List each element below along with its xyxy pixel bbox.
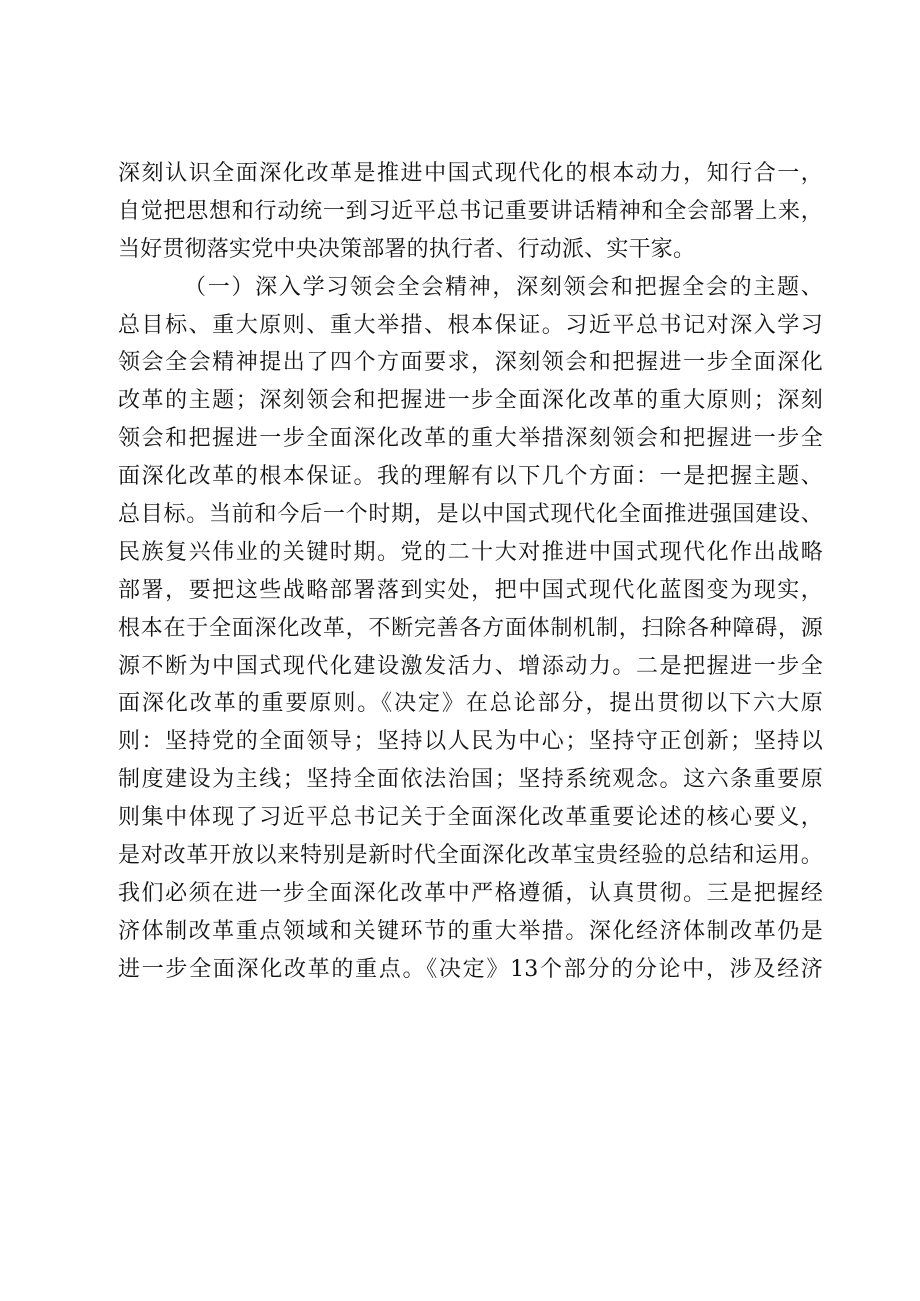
text-line: 领会全会精神提出了四个方面要求，深刻领会和把握进一步全面深化 bbox=[118, 350, 823, 376]
text-line: 源不断为中国式现代化建设激发活力、增添动力。二是把握进一步全 bbox=[118, 653, 823, 679]
text-line: 济体制改革重点领域和关键环节的重大举措。深化经济体制改革仍是 bbox=[118, 918, 823, 944]
text-line: 部署，要把这些战略部署落到实处，把中国式现代化蓝图变为现实， bbox=[118, 577, 823, 603]
text-line: 当好贯彻落实党中央决策部署的执行者、行动派、实干家。 bbox=[118, 236, 696, 262]
text-line: 则集中体现了习近平总书记关于全面深化改革重要论述的核心要义， bbox=[118, 805, 823, 831]
text-line: 自觉把思想和行动统一到习近平总书记重要讲话精神和全会部署上来， bbox=[118, 198, 823, 224]
text-line: 面深化改革的重要原则。《决定》在总论部分，提出贯彻以下六大原 bbox=[118, 691, 823, 717]
text-line: 面深化改革的根本保证。我的理解有以下几个方面：一是把握主题、 bbox=[118, 464, 823, 490]
body-text bbox=[118, 155, 823, 989]
text-line: 总目标。当前和今后一个时期，是以中国式现代化全面推进强国建设、 bbox=[118, 502, 823, 528]
text-line: 制度建设为主线；坚持全面依法治国；坚持系统观念。这六条重要原 bbox=[118, 767, 823, 793]
text-line: 则：坚持党的全面领导；坚持以人民为中心；坚持守正创新；坚持以 bbox=[118, 729, 823, 755]
text-line: 进一步全面深化改革的重点。《决定》13个部分的分论中，涉及经济 bbox=[118, 956, 823, 982]
text-line: 民族复兴伟业的关键时期。党的二十大对推进中国式现代化作出战略 bbox=[118, 539, 823, 565]
text-line: 领会和把握进一步全面深化改革的重大举措深刻领会和把握进一步全 bbox=[118, 426, 823, 452]
text-line: 根本在于全面深化改革，不断完善各方面体制机制，扫除各种障碍，源 bbox=[118, 615, 823, 641]
text-line: 总目标、重大原则、重大举措、根本保证。习近平总书记对深入学习 bbox=[118, 312, 823, 338]
text-line: 改革的主题；深刻领会和把握进一步全面深化改革的重大原则；深刻 bbox=[118, 388, 823, 414]
section-heading-line: （一）深入学习领会全会精神，深刻领会和把握全会的主题、 bbox=[184, 274, 823, 300]
text-line: 我们必须在进一步全面深化改革中严格遵循，认真贯彻。三是把握经 bbox=[118, 880, 823, 906]
text-line: 是对改革开放以来特别是新时代全面深化改革宝贵经验的总结和运用。 bbox=[118, 843, 823, 869]
text-line: 深刻认识全面深化改革是推进中国式现代化的根本动力，知行合一， bbox=[118, 161, 823, 186]
